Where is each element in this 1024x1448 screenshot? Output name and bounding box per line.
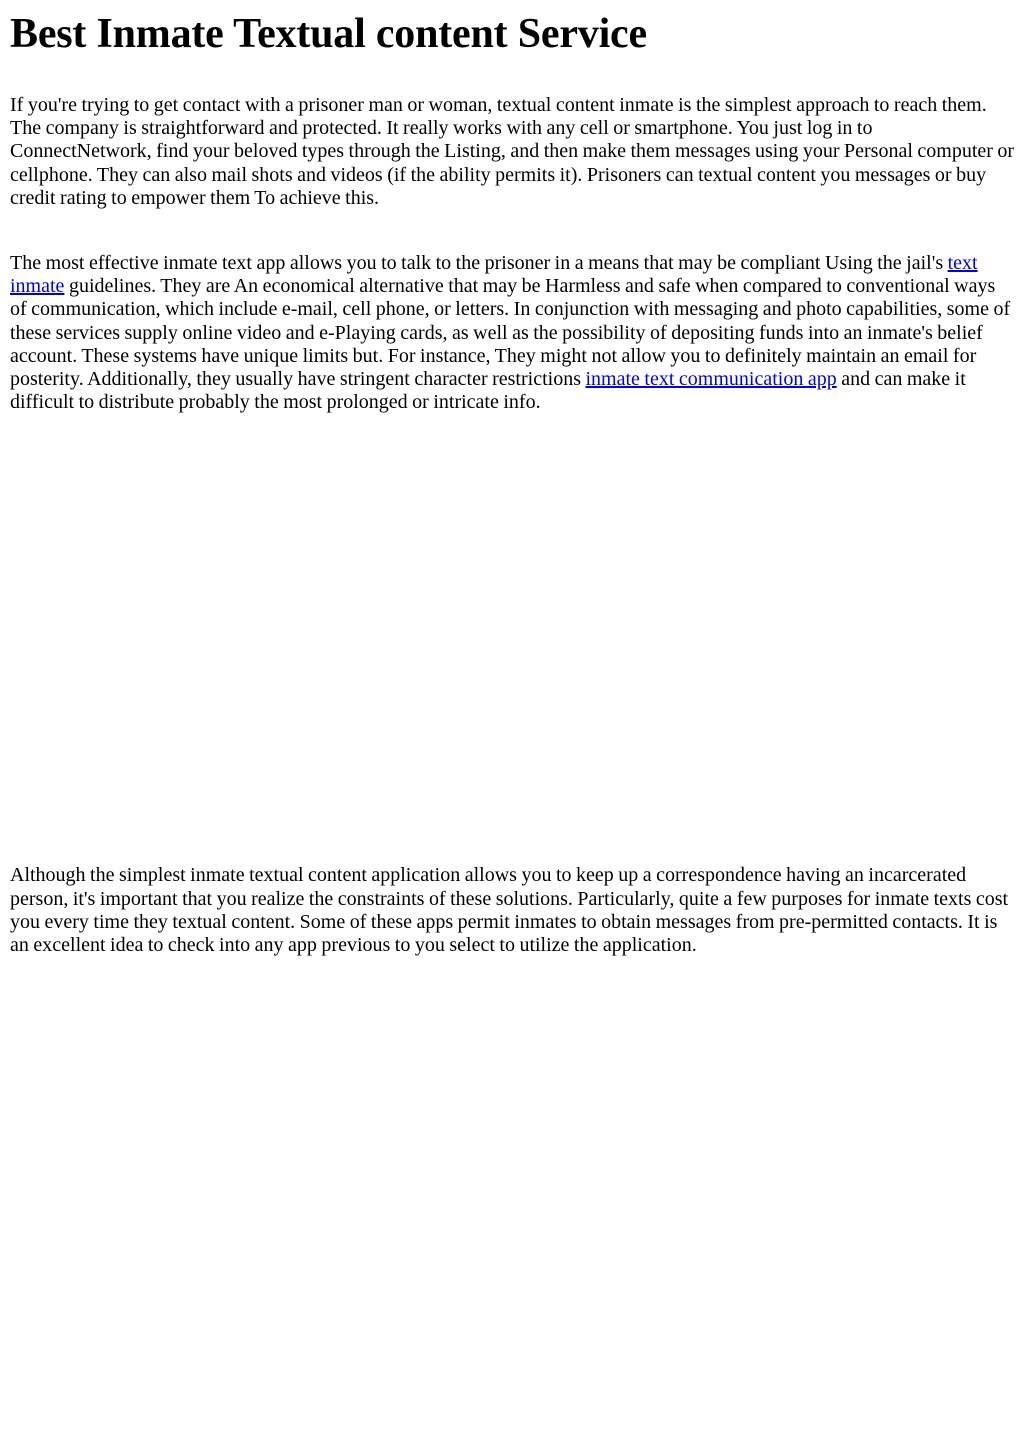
- inmate-text-communication-app-link[interactable]: inmate text communication app: [585, 368, 837, 391]
- paragraph-text-app: [10, 252, 1016, 414]
- paragraph-intro: If you're trying to get contact with a prisoner man or woman, textual content inmate is the simplest approach to reach them. The company is straightforward and protected. It really works with any cell or smartphone. You just log in to ConnectNetwork, find your beloved types through the Listing, and then make them messages using your Personal computer or cellphone. They can also mail shots and videos (if the ability permits it). Prisoners can textual content you messages or buy credit rating to empower them To achieve this.: [10, 94, 1015, 209]
- paragraph-constraints: Although the simplest inmate textual content application allows you to keep up a correspondence having an incarcerated person, it's important that you realize the constraints of these solutions. Particularly, quite a few purposes for inmate texts cost you every time they textual content. Some of these apps permit inmates to obtain messages from pre-permitted contacts. It is an excellent idea to check into any app previous to you select to utilize the application.: [10, 864, 1009, 957]
- paragraph-text: and can make it difficult to distribute probably the most prolonged or intricate info.: [10, 368, 966, 414]
- article: [10, 0, 1016, 957]
- paragraph-text: guidelines. They are An economical alternative that may be Harmless and safe when compared to conventional ways of communication, which include e-mail, cell phone, or letters. In conjunction with messaging and photo capabilities, some of these services supply online video and e-Playing cards, as well as the possibility of depositing funds into an inmate's belief account. These systems have unique limits but. For instance, They might not allow you to definitely maintain an email for posterity. Additionally, they usually have stringent character restrictions: [10, 275, 1011, 391]
- text-inmate-link[interactable]: text inmate: [10, 252, 978, 298]
- page-title: Best Inmate Textual content Service: [10, 11, 647, 57]
- paragraph-text: The most effective inmate text app allows you to talk to the prisoner in a means that may be compliant Using the jail's: [10, 252, 948, 275]
